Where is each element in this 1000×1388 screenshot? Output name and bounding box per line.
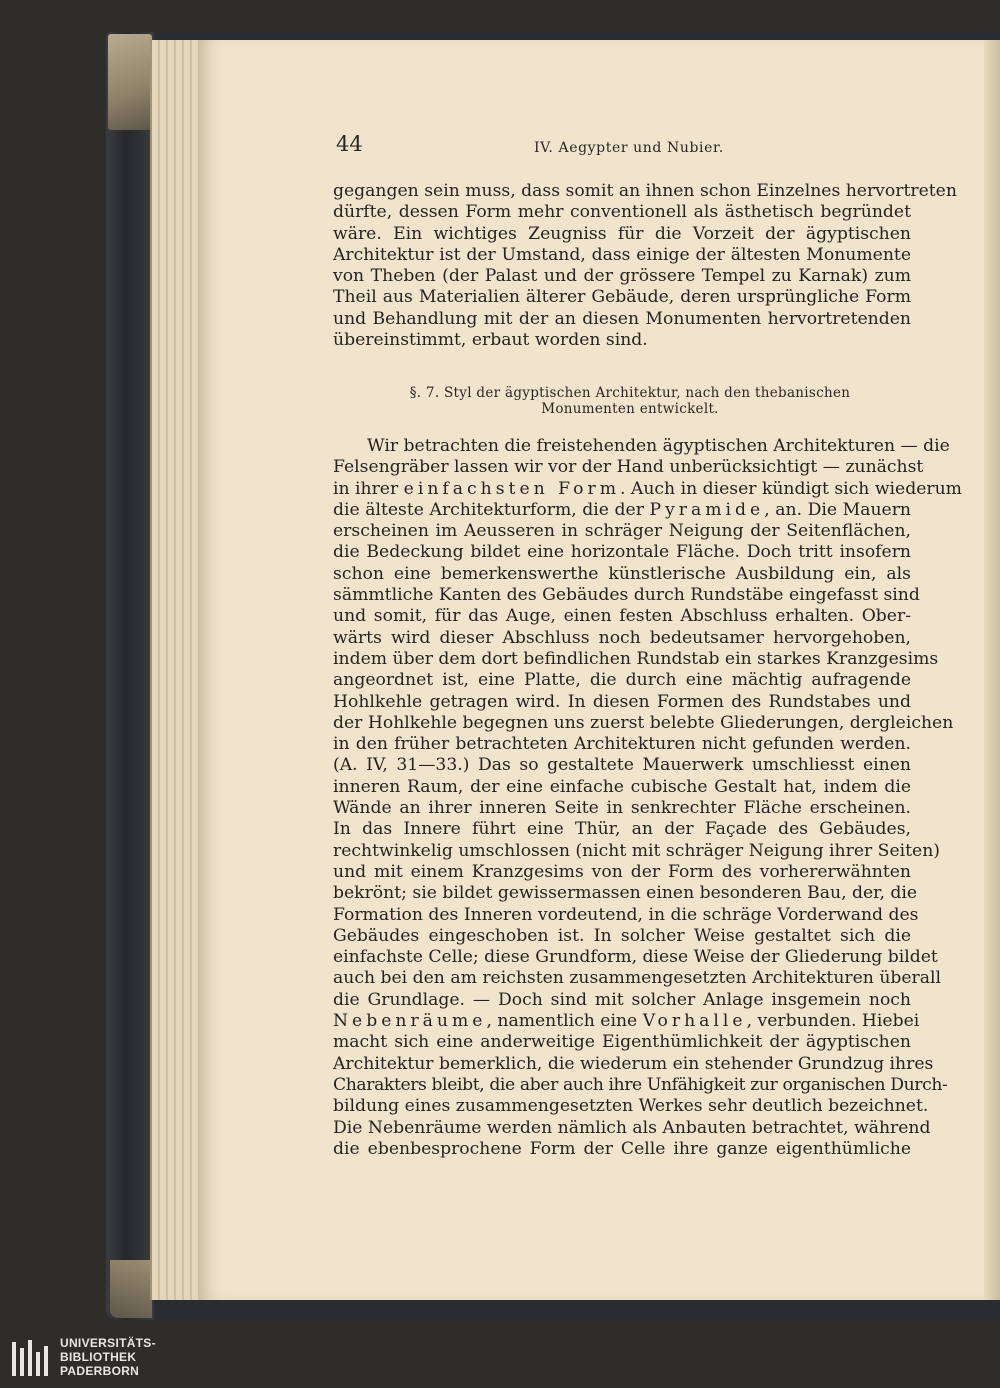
text-line: und Behandlung mit der an diesen Monumenten hervortretenden — [333, 308, 911, 329]
logo-text-line: BIBLIOTHEK — [60, 1350, 137, 1364]
text-line: von Theben (der Palast und der grössere Tempel zu Karnak) zum — [333, 266, 911, 287]
text-run: die älteste Architekturform, die der — [333, 499, 650, 520]
text-line: Felsengräber lassen wir vor der Hand unberücksichtigt — zunächst — [333, 457, 924, 478]
text-line: Architektur ist der Umstand, dass einige der ältesten Monumente — [333, 244, 911, 265]
section-heading-line: §. 7. Styl der ägyptischen Architektur, nach den thebanischen — [409, 385, 851, 401]
emphasized-text: einfachsten Form — [403, 478, 620, 499]
text-line: Hohlkehle getragen wird. In diesen Formen des Rundstabes und — [333, 691, 911, 712]
text-line: die ebenbesprochene Form der Celle ihre ganze eigenthümliche — [333, 1138, 911, 1159]
text-line: Charakters bleibt, die aber auch ihre Unfähigkeit zur organischen Durch- — [333, 1074, 948, 1095]
book-spine-edge — [106, 32, 154, 1320]
text-line: erscheinen im Aeusseren in schräger Neigung der Seitenflächen, — [333, 521, 911, 542]
text-run: . Auch in dieser kündigt sich wiederum — [620, 478, 962, 499]
text-line — [333, 478, 962, 500]
text-line: angeordnet ist, eine Platte, die durch eine mächtig aufragende — [333, 670, 911, 691]
text-line: auch bei den am reichsten zusammengesetzten Architekturen überall — [333, 968, 942, 989]
paragraph-2 — [333, 436, 962, 1160]
text-line: (A. IV, 31—33.) Das so gestaltete Mauerwerk umschliesst einen — [333, 755, 911, 776]
text-line: einfachste Celle; diese Grundform, diese Weise der Gliederung bildet — [333, 947, 938, 968]
text-line: wäre. Ein wichtiges Zeugniss für die Vorzeit der ägyptischen — [333, 223, 911, 244]
library-logo — [6, 1336, 166, 1380]
text-line: Theil aus Materialien älterer Gebäude, deren ursprüngliche Form — [333, 287, 911, 308]
text-line: sämmtliche Kanten des Gebäudes durch Rundstäbe eingefasst sind — [333, 585, 920, 606]
text-line: rechtwinkelig umschlossen (nicht mit schräger Neigung ihrer Seiten) — [333, 840, 940, 861]
text-line: wärts wird dieser Abschluss noch bedeutsamer hervorgehoben, — [333, 627, 911, 648]
running-head: IV. Aegypter und Nubier. — [534, 140, 724, 156]
text-line: bildung eines zusammengesetzten Werkes sehr deutlich bezeichnet. — [333, 1096, 929, 1117]
text-line: Gebäudes eingeschoben ist. In solcher Weise gestaltet sich die — [333, 925, 911, 946]
text-line: die Bedeckung bildet eine horizontale Fläche. Doch tritt insofern — [333, 542, 911, 563]
text-line: dürfte, dessen Form mehr conventionell als ästhetisch begründet — [333, 202, 911, 223]
paragraph-1 — [333, 181, 957, 351]
text-line: und mit einem Kranzgesims von der Form des vorhererwähnten — [333, 861, 911, 882]
text-line: bekrönt; sie bildet gewissermassen einen besonderen Bau, der, die — [333, 883, 918, 904]
emphasized-text: Pyramide — [649, 499, 765, 520]
text-line: Wände an ihrer inneren Seite in senkrechter Fläche erscheinen. — [333, 798, 911, 819]
text-line: Formation des Inneren vordeutend, in die schräge Vorderwand des — [333, 904, 919, 925]
section-heading-line: Monumenten entwickelt. — [541, 401, 719, 417]
library-logo-icon — [12, 1338, 52, 1378]
text-line: der Hohlkehle begegnen uns zuerst belebte Gliederungen, dergleichen — [333, 712, 954, 733]
text-line: die Grundlage. — Doch sind mit solcher Anlage insgemein noch — [333, 989, 911, 1010]
text-line: schon eine bemerkenswerthe künstlerische Ausbildung ein, als — [333, 563, 911, 584]
text-line: inneren Raum, der eine einfache cubische Gestalt hat, indem die — [333, 776, 911, 797]
text-line: Architektur bemerklich, die wiederum ein stehender Grundzug ihres — [333, 1053, 934, 1074]
text-line: Die Nebenräume werden nämlich als Anbauten betrachtet, während — [333, 1117, 931, 1138]
text-line: indem über dem dort befindlichen Rundstab ein starkes Kranzgesims — [333, 648, 939, 669]
text-run: , verbunden. Hiebei — [746, 1011, 920, 1032]
text-line — [333, 500, 911, 521]
text-run: , namentlich eine — [486, 1011, 643, 1032]
logo-text-line: PADERBORN — [60, 1364, 140, 1378]
section-heading — [380, 385, 880, 417]
text-line: macht sich eine anderweitige Eigenthümlichkeit der ägyptischen — [333, 1032, 911, 1053]
text-line: und somit, für das Auge, einen festen Abschluss erhalten. Ober- — [333, 606, 911, 627]
text-line: gegangen sein muss, dass somit an ihnen schon Einzelnes hervortreten — [333, 181, 957, 201]
text-line — [333, 1011, 920, 1032]
text-run: in ihrer — [333, 478, 404, 499]
text-line: Wir betrachten die freistehenden ägyptischen Architekturen — die — [367, 436, 950, 456]
text-run: , an. Die Mauern — [764, 499, 911, 520]
logo-text-line: UNIVERSITÄTS- — [60, 1336, 156, 1350]
text-line: in den früher betrachteten Architekturen nicht gefunden werden. — [333, 734, 911, 755]
text-line: In das Innere führt eine Thür, an der Façade des Gebäudes, — [333, 819, 911, 840]
page-header — [336, 132, 910, 162]
worn-corner-top — [108, 34, 152, 130]
worn-corner-bottom — [110, 1260, 152, 1318]
emphasized-text: Vorhalle — [642, 1011, 747, 1032]
page-right-edge — [984, 40, 1000, 1300]
emphasized-text: Nebenräume — [333, 1011, 487, 1032]
text-line: übereinstimmt, erbaut worden sind. — [333, 330, 648, 351]
page-number: 44 — [336, 132, 363, 156]
